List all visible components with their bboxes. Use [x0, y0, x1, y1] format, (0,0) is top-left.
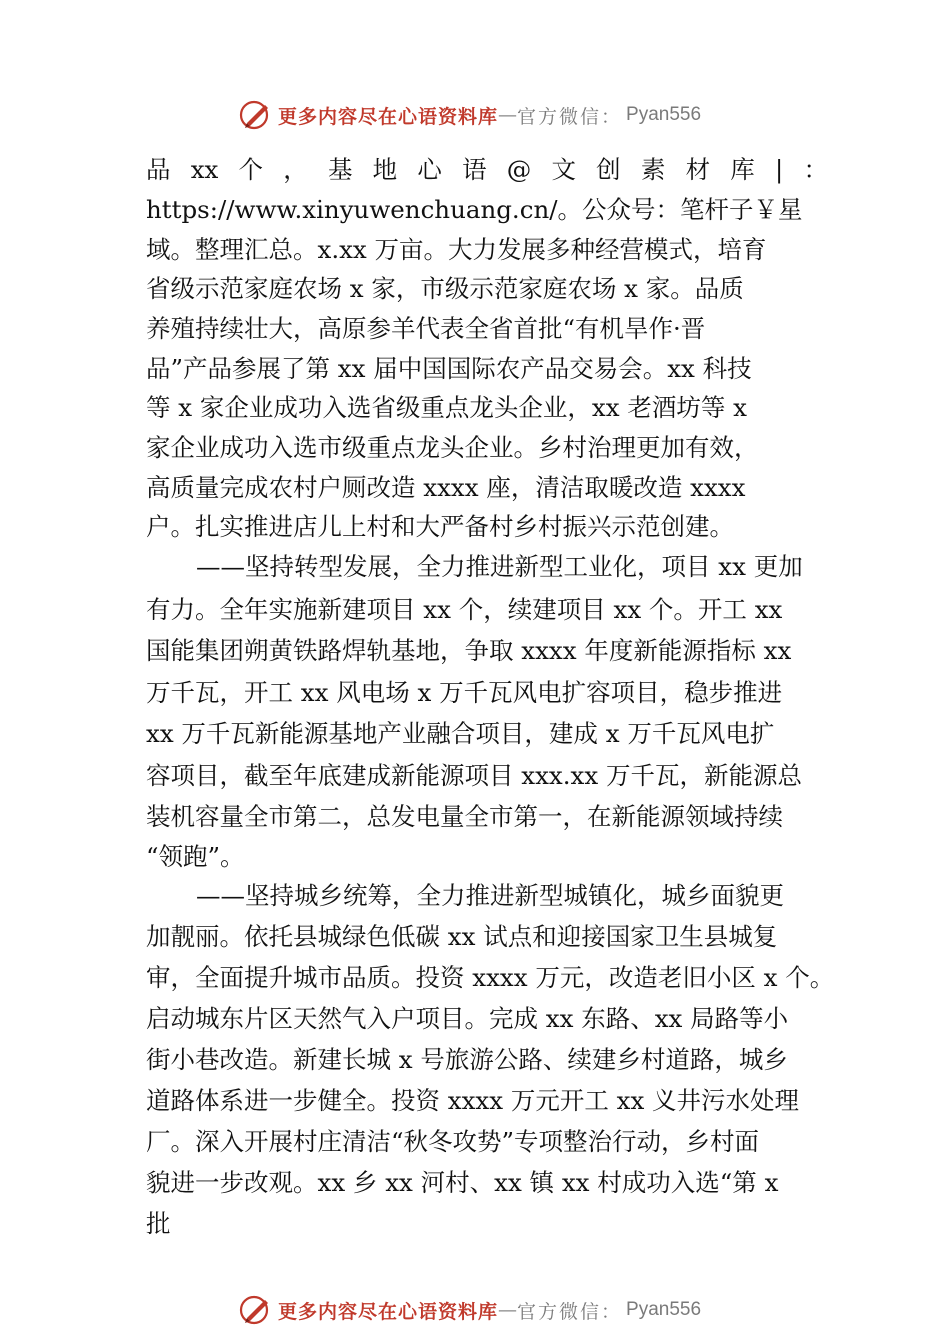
first-line-token: 基: [327, 155, 353, 184]
first-line: [146, 155, 828, 184]
wechat-id: Pyan556: [626, 104, 702, 125]
wechat-id: Pyan556: [626, 1299, 702, 1320]
text-line: xx 万千瓦新能源基地产业融合项目，建成 x 万千瓦风电扩: [146, 719, 775, 748]
first-line-token: 创: [596, 155, 621, 184]
first-line-token: 地: [372, 155, 398, 184]
first-line-token: ：: [803, 155, 828, 184]
paragraph-start-line: ——坚持转型发展，全力推进新型工业化，项目 xx 更加: [196, 552, 803, 581]
text-line: “领跑”。: [146, 842, 245, 871]
text-line: 省级示范家庭农场 x 家，市级示范家庭农场 x 家。品质: [146, 274, 744, 303]
banner-dash: —: [498, 104, 518, 126]
text-line: 街小巷改造。新建长城 x 号旅游公路、续建乡村道路，城乡: [146, 1045, 788, 1074]
footer-banner: [238, 1290, 701, 1330]
first-line-token: 品: [146, 155, 171, 184]
text-line: 户。扎实推进店儿上村和大严备村乡村振兴示范创建。: [146, 512, 734, 541]
first-line-token: |: [774, 155, 784, 184]
pen-logo-icon: [238, 1292, 274, 1328]
first-line-token: ，: [283, 155, 308, 184]
wechat-label: 官方微信：: [517, 1300, 623, 1323]
banner-text: 更多内容尽在心语资料库: [278, 1300, 499, 1323]
text-line: 加靓丽。依托县城绿色低碳 xx 试点和迎接国家卫生县城复: [146, 922, 778, 951]
text-line: 容项目，截至年底建成新能源项目 xxx.xx 万千瓦，新能源总: [146, 761, 802, 790]
text-line: 万千瓦，开工 xx 风电场 x 万千瓦风电扩容项目，稳步推进: [146, 678, 783, 707]
first-line-token: 库: [730, 155, 755, 184]
paragraph-start-line: ——坚持城乡统筹，全力推进新型城镇化，城乡面貌更: [196, 881, 784, 910]
text-line: https://www.xinyuwenchuang.cn/。公众号：笔杆子￥星: [146, 195, 803, 224]
first-line-token: 素: [640, 155, 666, 184]
text-line: 等 x 家企业成功入选省级重点龙头企业，xx 老酒坊等 x: [146, 393, 747, 422]
text-line: 厂。深入开展村庄清洁“秋冬攻势”专项整治行动，乡村面: [146, 1127, 760, 1156]
text-line: 貌进一步改观。xx 乡 xx 河村、xx 镇 xx 村成功入选“第 x: [146, 1168, 779, 1197]
text-line: 有力。全年实施新建项目 xx 个，续建项目 xx 个。开工 xx: [146, 595, 783, 624]
text-line: 批: [146, 1209, 171, 1238]
first-line-token: xx: [190, 155, 219, 184]
banner-text: 更多内容尽在心语资料库: [278, 105, 499, 128]
text-line: 高质量完成农村户厕改造 xxxx 座，清洁取暖改造 xxxx: [146, 473, 746, 502]
text-line: 启动城东片区天然气入户项目。完成 xx 东路、xx 局路等小: [146, 1004, 789, 1033]
banner-dash: —: [498, 1299, 518, 1321]
first-line-token: 心: [417, 155, 442, 184]
text-line: 国能集团朔黄铁路焊轨基地，争取 xxxx 年度新能源指标 xx: [146, 636, 792, 665]
pen-logo-icon: [238, 97, 274, 133]
text-line: 域。整理汇总。x.xx 万亩。大力发展多种经营模式，培育: [146, 235, 767, 264]
text-line: 审，全面提升城市品质。投资 xxxx 万元，改造老旧小区 x 个。: [146, 963, 835, 992]
header-banner: [238, 95, 701, 135]
first-line-token: 材: [685, 155, 711, 184]
text-line: 家企业成功入选市级重点龙头企业。乡村治理更加有效，: [146, 433, 759, 462]
text-line: 品”产品参展了第 xx 届中国国际农产品交易会。xx 科技: [146, 354, 752, 383]
first-line-token: 文: [551, 155, 576, 184]
first-line-token: 个: [238, 155, 264, 184]
wechat-label: 官方微信：: [517, 105, 623, 128]
first-line-token: 语: [462, 155, 487, 184]
first-line-token: @: [506, 155, 532, 184]
text-line: 养殖持续壮大，高原参羊代表全省首批“有机旱作·晋: [146, 314, 706, 343]
text-line: 道路体系进一步健全。投资 xxxx 万元开工 xx 义井污水处理: [146, 1086, 800, 1115]
text-line: 装机容量全市第二，总发电量全市第一，在新能源领域持续: [146, 802, 783, 831]
